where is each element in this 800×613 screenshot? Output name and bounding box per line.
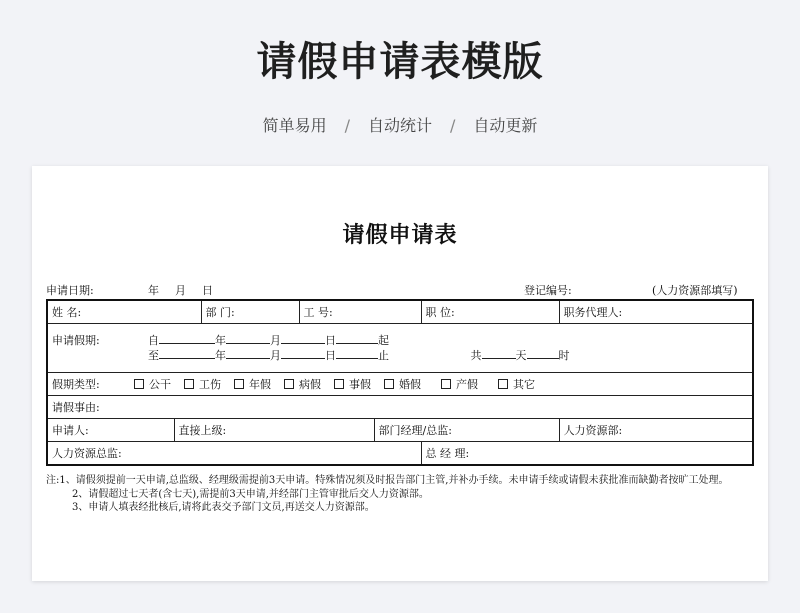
leave-type-injury[interactable]: 工伤 [184, 378, 221, 391]
apply-date-label: 申请日期: [46, 284, 94, 297]
note-1: 注:1、请假须提前一天申请,总监级、经理级需提前3天申请。特殊情况须及时报告部门主管,并补办手续。未申请手续或请假未获批准而缺勤者按旷工处理。 [46, 475, 729, 486]
leave-period-label: 申请假期: [52, 334, 100, 347]
checkbox-icon[interactable] [184, 379, 194, 389]
form-notes [46, 474, 752, 515]
form-sheet [32, 166, 768, 581]
month-label: 月 [270, 334, 281, 347]
note-3: 3、申请人填表经批核后,请将此表交予部门文员,再送交人力资源部。 [72, 502, 375, 513]
registration-number-label: 登记编号: [524, 284, 572, 297]
tag-auto-update: 自动更新 [473, 116, 538, 135]
days-label: 天 [515, 349, 527, 362]
dept-manager-signature-field[interactable]: 部门经理/总监: [374, 419, 559, 442]
leave-type-personal[interactable]: 事假 [334, 378, 371, 391]
tag-separator: / [450, 116, 456, 135]
day-label: 日 [325, 349, 336, 362]
start-label: 起 [378, 334, 389, 347]
hr-dept-signature-field[interactable]: 人力资源部: [559, 419, 753, 442]
tag-easy: 简单易用 [262, 116, 327, 135]
leave-type-maternity[interactable]: 产假 [441, 378, 478, 391]
applicant-signature-field[interactable]: 申请人: [47, 419, 174, 442]
form-title: 请假申请表 [342, 222, 458, 248]
leave-period-field[interactable] [47, 324, 753, 373]
leave-type-other[interactable]: 其它 [498, 378, 535, 391]
tag-separator: / [344, 116, 350, 135]
leave-type-label: 假期类型: [52, 378, 100, 391]
deputy-field[interactable]: 职务代理人: [559, 300, 753, 324]
checkbox-icon[interactable] [498, 379, 508, 389]
hr-fill-note: (人力资源部填写) [652, 284, 738, 297]
leave-reason-field[interactable]: 请假事由: [47, 396, 753, 419]
day-label: 日 [325, 334, 336, 347]
checkbox-icon[interactable] [284, 379, 294, 389]
leave-type-business[interactable]: 公干 [134, 378, 171, 391]
position-field[interactable]: 职 位: [421, 300, 559, 324]
year-label: 年 [148, 284, 159, 297]
apply-date-fields [148, 282, 229, 298]
day-label: 日 [202, 284, 213, 297]
to-label: 至 [148, 349, 159, 362]
year-label: 年 [215, 334, 226, 347]
leave-type-marriage[interactable]: 婚假 [384, 378, 421, 391]
leave-form-table [46, 299, 754, 466]
total-duration [471, 348, 570, 363]
note-2: 2、请假超过七天者(含七天),需提前3天申请,并经部门主管审批后交人力资源部。 [72, 488, 429, 500]
tagline [0, 113, 800, 136]
leave-type-sick[interactable]: 病假 [284, 378, 321, 391]
total-label: 共 [470, 349, 482, 362]
checkbox-icon[interactable] [441, 379, 451, 389]
from-label: 自 [148, 334, 159, 347]
hours-label: 时 [558, 349, 570, 362]
hr-director-signature-field[interactable]: 人力资源总监: [47, 442, 421, 466]
month-label: 月 [270, 349, 281, 362]
gm-signature-field[interactable]: 总 经 理: [421, 442, 753, 466]
employee-number-field[interactable]: 工 号: [299, 300, 421, 324]
name-field[interactable]: 姓 名: [47, 300, 201, 324]
checkbox-icon[interactable] [384, 379, 394, 389]
year-label: 年 [215, 349, 226, 362]
checkbox-icon[interactable] [234, 379, 244, 389]
supervisor-signature-field[interactable]: 直接上级: [174, 419, 374, 442]
tag-auto-stats: 自动统计 [367, 116, 432, 135]
end-label: 止 [378, 349, 389, 362]
leave-type-row [47, 373, 753, 396]
leave-type-annual[interactable]: 年假 [234, 378, 271, 391]
department-field[interactable]: 部 门: [201, 300, 299, 324]
checkbox-icon[interactable] [334, 379, 344, 389]
checkbox-icon[interactable] [134, 379, 144, 389]
page-title: 请假申请表模版 [256, 39, 544, 85]
month-label: 月 [175, 284, 186, 297]
